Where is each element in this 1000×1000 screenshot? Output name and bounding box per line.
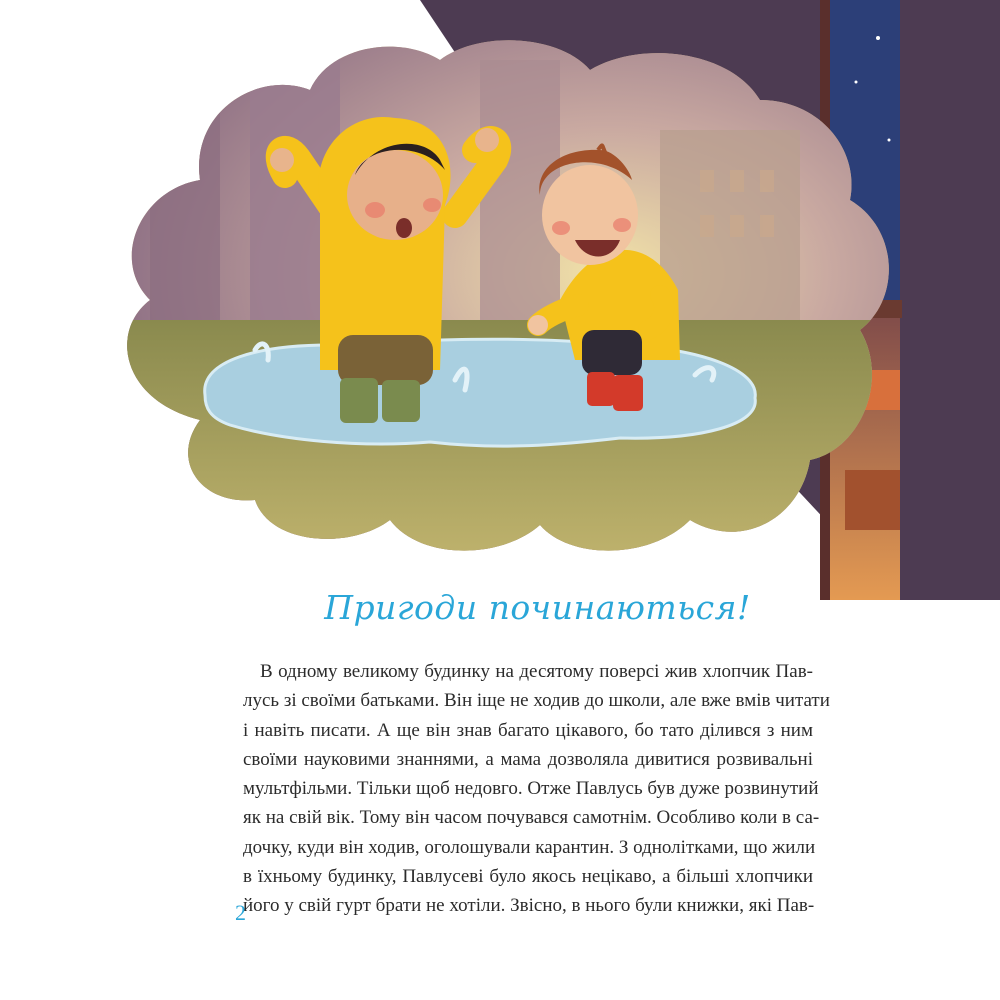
text-line: лусь зі своїми батьками. Він іще не ходив до школи, але вже вмів читати	[243, 690, 830, 712]
body-paragraph	[243, 657, 830, 921]
thought-cloud-icon	[100, 30, 920, 570]
text-line: і навіть писати. А ще він знав багато цікавого, бо тато ділився з ним	[243, 719, 813, 741]
text-line: мультфільми. Тільки щоб недовго. Отже Павлусь був дуже розвинутий	[243, 778, 819, 800]
chapter-title: Пригоди починаються!	[324, 588, 751, 627]
page-number: 2	[235, 900, 246, 925]
text-line: як на свій вік. Тому він часом почувався самотнім. Особливо коли в са-	[243, 807, 820, 829]
text-line: В одному великому будинку на десятому поверсі жив хлопчик Пав-	[260, 661, 813, 682]
text-line: дочку, куди він ходив, оголошували карантин. З однолітками, що жили	[243, 836, 816, 858]
text-line: в їхньому будинку, Павлусеві було якось нецікаво, а більші хлопчики	[243, 866, 813, 888]
text-line: його у свій гурт брати не хотіли. Звісно, в нього були книжки, які Пав-	[243, 895, 815, 917]
text-line: своїми науковими знаннями, а мама дозволяла дивитися розвивальні	[243, 748, 813, 770]
